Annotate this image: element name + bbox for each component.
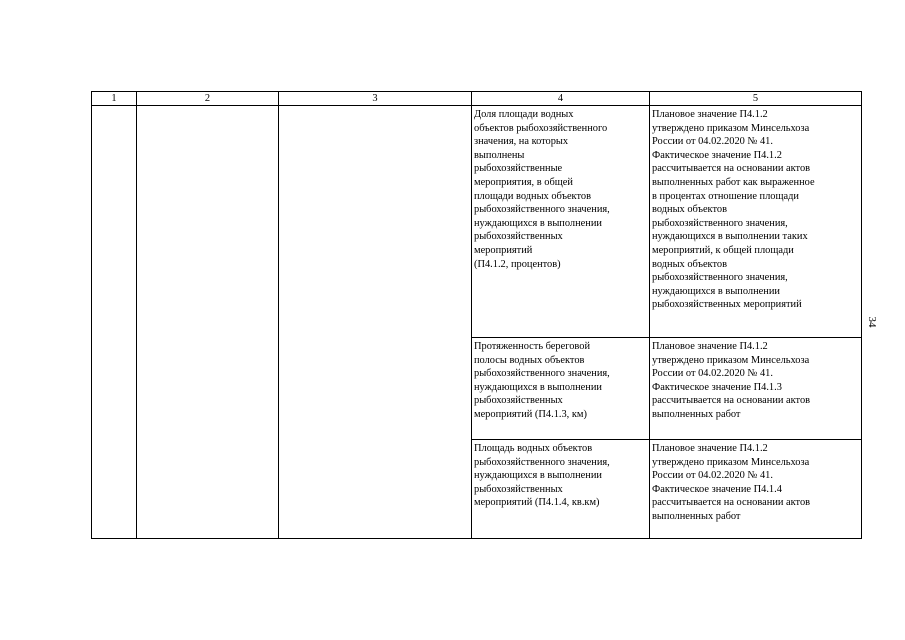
indicator-text: Протяженность береговой полосы водных объектов рыбохозяйственного значения, нуждающихся в выполнении рыбохозяйственных мероприятий (П4.1.3, км): [474, 341, 610, 420]
table-row: [92, 106, 862, 338]
empty-cell-col3: [279, 106, 472, 539]
column-number-4: 4: [472, 92, 650, 106]
empty-cell-col2: [137, 106, 279, 539]
indicator-cell: [472, 440, 650, 539]
value-note-cell: [650, 338, 862, 440]
indicator-text: Площадь водных объектов рыбохозяйственного значения, нуждающихся в выполнении рыбохозяйственных мероприятий (П4.1.4, кв.км): [474, 443, 610, 509]
column-number-1: 1: [92, 92, 137, 106]
indicators-table: [91, 91, 862, 539]
value-note-cell: [650, 440, 862, 539]
value-note-text: Плановое значение П4.1.2 утверждено приказом Минсельхоза России от 04.02.2020 № 41. Фактическое значение П4.1.2 рассчитывается на основании актов выполненных работ как выраженное в процентах отношение площади водных объектов рыбохозяйственного значения, нуждающихся в выполнении таких мероприятий, к общей площади водных объектов рыбохозяйственного значения, нуждающихся в выполнении рыбохозяйственных мероприятий: [652, 109, 815, 311]
value-note-text: Плановое значение П4.1.2 утверждено приказом Минсельхоза России от 04.02.2020 № 41. Фактическое значение П4.1.3 рассчитывается на основании актов выполненных работ: [652, 341, 811, 420]
value-note-cell: [650, 106, 862, 338]
indicator-cell: [472, 106, 650, 338]
empty-cell-col1: [92, 106, 137, 539]
indicator-cell: [472, 338, 650, 440]
column-number-5: 5: [650, 92, 862, 106]
column-number-2: 2: [137, 92, 279, 106]
page-number: 34: [866, 316, 878, 328]
indicator-text: Доля площади водных объектов рыбохозяйственного значения, на которых выполнены рыбохозяйственные мероприятия, в общей площади водных объектов рыбохозяйственного значения, нуждающихся в выполнении рыбохозяйственных мероприятий (П4.1.2, процентов): [474, 109, 610, 270]
column-number-3: 3: [279, 92, 472, 106]
value-note-text: Плановое значение П4.1.2 утверждено приказом Минсельхоза России от 04.02.2020 № 41. Фактическое значение П4.1.4 рассчитывается на основании актов выполненных работ: [652, 443, 811, 522]
table-header-row: [92, 92, 862, 106]
